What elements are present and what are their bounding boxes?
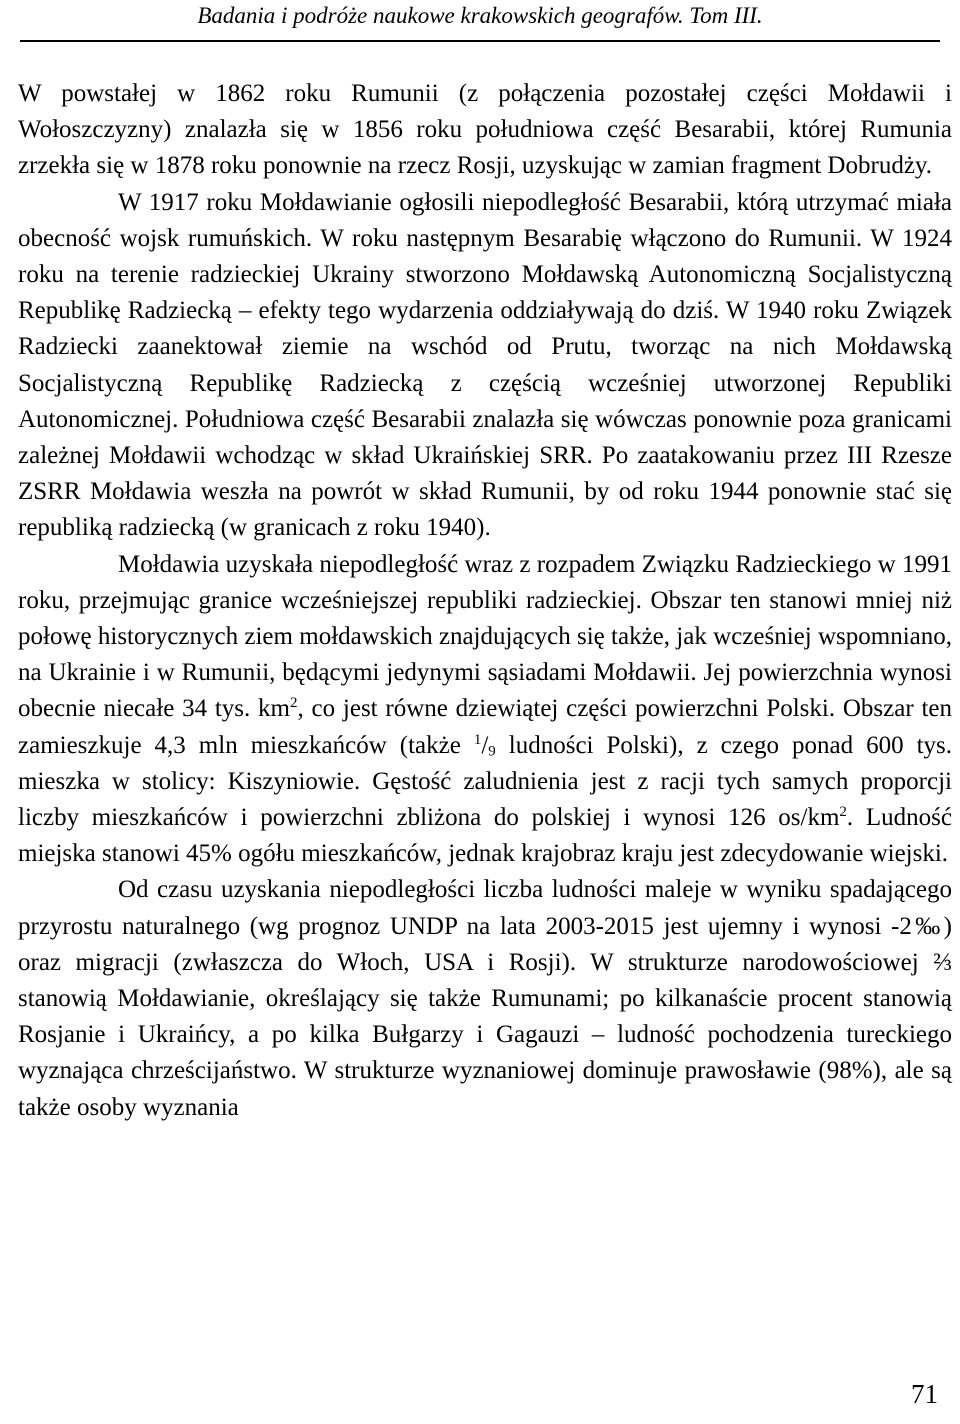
paragraph-2: W 1917 roku Mołdawianie ogłosili niepodległość Besarabii, którą utrzymać miała obecność wojsk rumuńskich. W roku następnym Besarabię włączono do Rumunii. W 1924 roku na terenie radzieckiej Ukrainy stworzono Mołdawską Autonomiczną Socjalistyczną Republikę Radziecką – efekty tego wydarzenia oddziaływają do dziś. W 1940 roku Związek Radziecki zaanektował ziemie na wschód od Prutu, tworząc na nich Mołdawską Socjalistyczną Republikę Radziecką z częścią wcześniej utworzonej Republiki Autonomicznej. Południowa część Besarabii znalazła się wówczas ponownie poza granicami zależnej Mołdawii wchodząc w skład Ukraińskiej SRR. Po zaatakowaniu przez III Rzesze ZSRR Mołdawia weszła na powrót w skład Rumunii, by od roku 1944 ponownie stać się republiką radziecką (w granicach z roku 1940). [18, 188, 952, 542]
paragraph-3-part-a: Mołdawia uzyskała niepodległość wraz z rozpadem Związku Radzieckiego w 1991 roku, przejmując granice wcześniejszej republiki radzieckiej. Obszar ten stanowi mniej niż połowę historycznych ziem mołdawskich znajdujących się także, jak wcześniej wspomniano, na Ukrainie i w Rumunii, będącymi jedynymi sąsiadami Mołdawii. Jej powierzchnia wynosi obecnie niecałe 34 tys. km [18, 550, 952, 723]
paragraph-1: W powstałej w 1862 roku Rumunii (z połączenia pozostałej części Mołdawii i Wołoszczyzny) znalazła się w 1856 roku południowa część Besarabii, której Rumunia zrzekła się w 1878 roku ponownie na rzecz Rosji, uzyskując w zamian fragment Dobrudży. [18, 80, 952, 180]
fraction-denominator: 9 [488, 742, 496, 759]
running-header: Badania i podróże naukowe krakowskich geografów. Tom III. [197, 3, 763, 28]
page-number: 71 [911, 1379, 938, 1409]
paragraph-4: Od czasu uzyskania niepodległości liczba ludności maleje w wyniku spadającego przyrostu naturalnego (wg prognoz UNDP na lata 2003-2015 jest ujemny i wynosi -2‰) oraz migracji (zwłaszcza do Włoch, USA i Rosji). W strukturze narodowościowej ⅔ stanowią Mołdawianie, określający się także Rumunami; po kilkanaście procent stanowią Rosjanie i Ukraińcy, a po kilka Bułgarzy i Gagauzi – ludność pochodzenia tureckiego wyznająca chrześcijaństwo. W strukturze wyznaniowej dominuje prawosławie (98%), ale są także osoby wyznania [18, 876, 952, 1121]
superscript-2: 2 [290, 695, 298, 712]
paragraph-3-part-d: . Ludność miejska stanowi 45% ogółu mieszkańców, jednak krajobraz kraju jest zdecydowanie wiejski. [18, 804, 952, 868]
paragraph-3 [18, 547, 952, 873]
fraction-numerator: 1 [473, 731, 482, 748]
fraction-slash: / [481, 731, 489, 759]
superscript-2-density: 2 [839, 804, 847, 821]
header-rule [20, 40, 940, 42]
paragraph-3-part-c: ludności Polski), z czego ponad 600 tys. mieszka w stolicy: Kiszyniowie. Gęstość zaludnienia jest z racji tych samych proporcji liczby mieszkańców i powierzchni zbliżona do polskiej i wynosi 126 os/km [18, 731, 952, 832]
body-text [18, 76, 952, 1126]
paragraph-3-part-b: , co jest równe dziewiątej części powierzchni Polski. Obszar ten zamieszkuje 4,3 mln mieszkańców (także [18, 695, 952, 759]
